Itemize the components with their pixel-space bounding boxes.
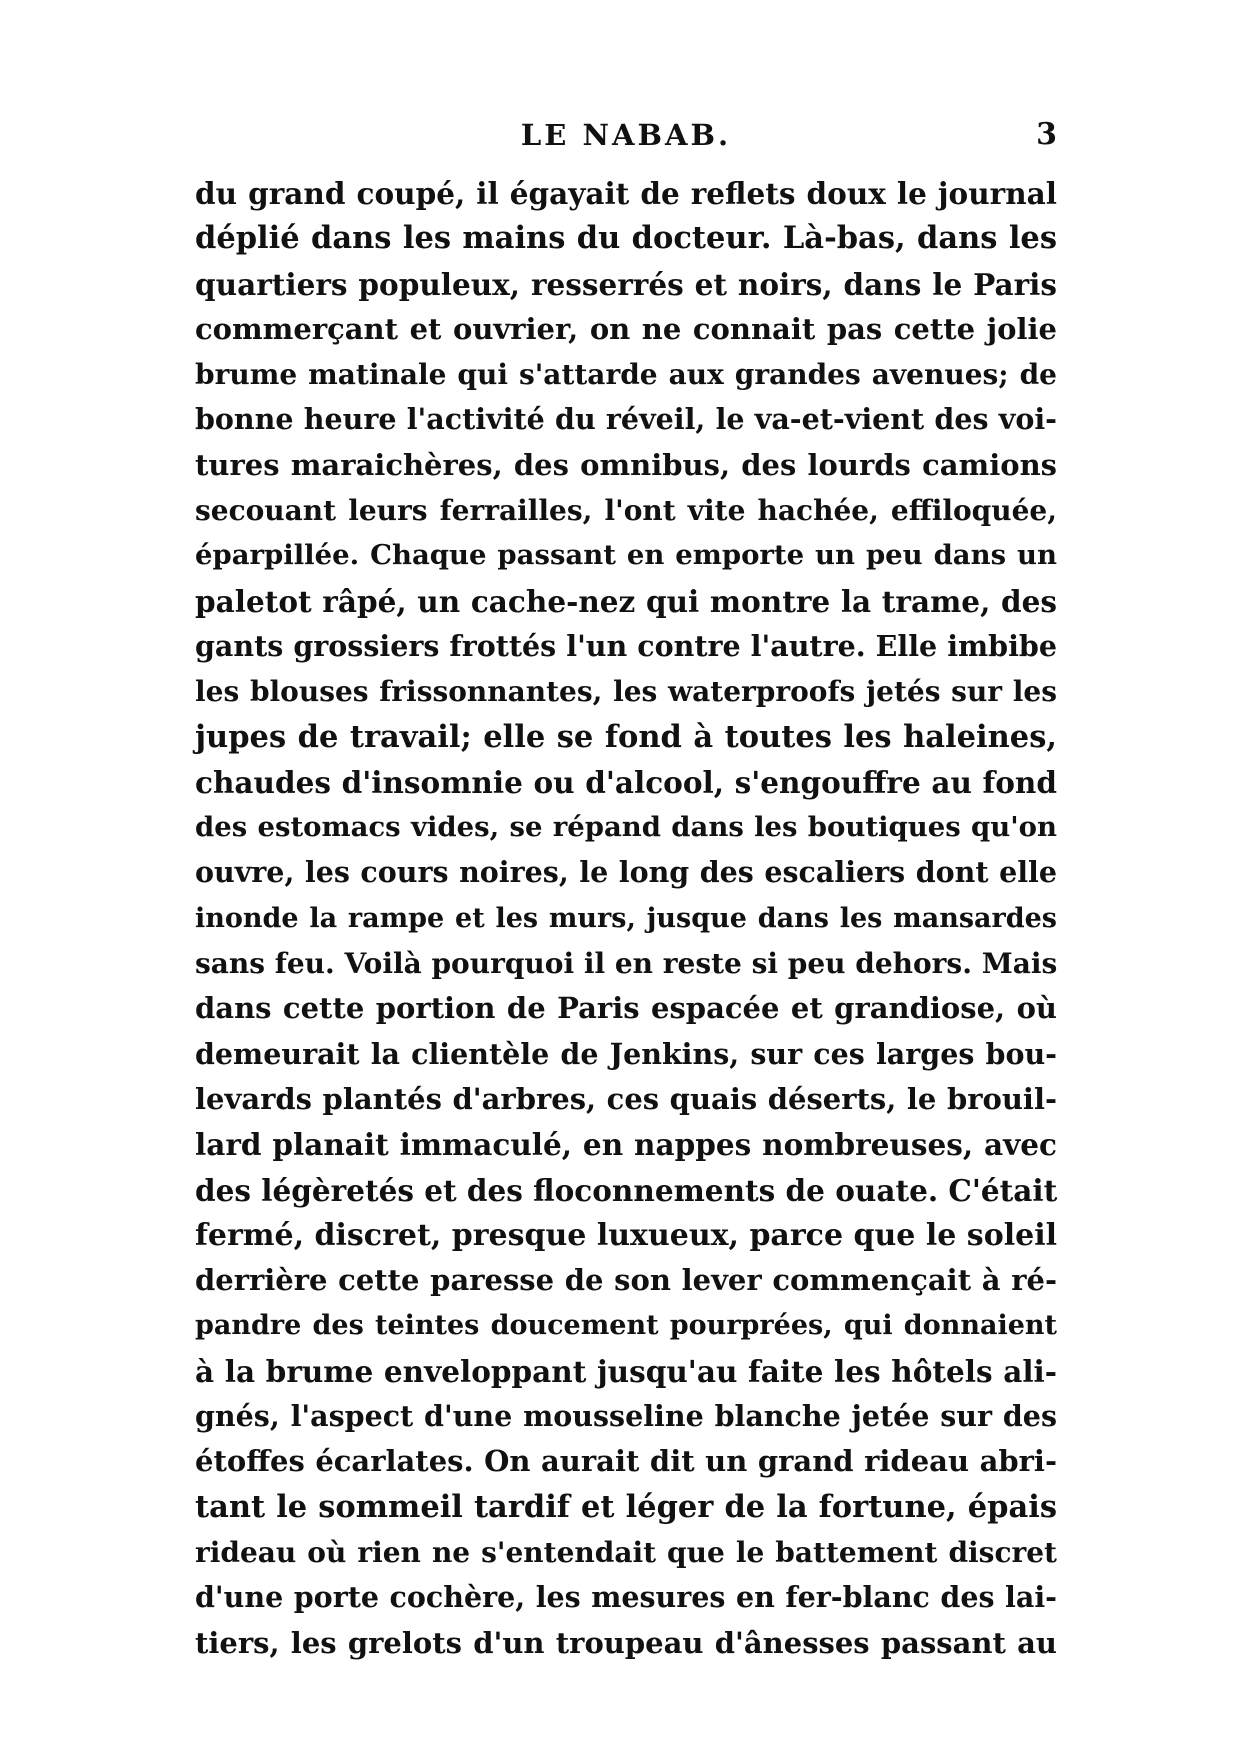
text-line: secouant leurs ferrailles, l'ont vite hachée, effiloquée, xyxy=(195,494,1057,528)
text-line: les blouses frissonnantes, les waterproofs jetés sur les xyxy=(195,675,1057,709)
text-line: paletot râpé, un cache-nez qui montre la trame, des xyxy=(195,583,1057,619)
text-line: à la brume enveloppant jusqu'au faite les hôtels ali- xyxy=(195,1353,1057,1389)
text-line: du grand coupé, il égayait de reflets doux le journal xyxy=(195,176,1057,211)
text-line: commerçant et ouvrier, on ne connait pas cette jolie xyxy=(195,311,1057,346)
text-line: tiers, les grelots d'un troupeau d'ânesses passant au xyxy=(195,1625,1057,1660)
text-line: étoffes écarlates. On aurait dit un grand rideau abri- xyxy=(195,1444,1057,1479)
text-line: chaudes d'insomnie ou d'alcool, s'engouffre au fond xyxy=(195,764,1057,800)
text-line: lard planait immaculé, en nappes nombreuses, avec xyxy=(195,1127,1057,1163)
text-line: fermé, discret, presque luxueux, parce que le soleil xyxy=(195,1217,1057,1253)
text-line: des légèretés et des floconnements de ouate. C'était xyxy=(195,1172,1058,1208)
text-line: éparpillée. Chaque passant en emporte un peu dans un xyxy=(195,539,1057,572)
text-line: inonde la rampe et les murs, jusque dans les mansardes xyxy=(195,902,1057,934)
page-number: 3 xyxy=(1036,117,1057,152)
text-line: gants grossiers frottés l'un contre l'autre. Elle imbibe xyxy=(195,628,1057,663)
running-head xyxy=(195,115,1057,155)
text-line: levards plantés d'arbres, ces quais déserts, le brouil- xyxy=(195,1081,1057,1116)
text-line: jupes de travail; elle se fond à toutes les haleines, xyxy=(195,718,1057,755)
text-line: tures maraichères, des omnibus, des lourds camions xyxy=(195,447,1057,482)
text-line: des estomacs vides, se répand dans les boutiques qu'on xyxy=(195,811,1057,844)
text-line: rideau où rien ne s'entendait que le battement discret xyxy=(195,1535,1057,1569)
text-line: gnés, l'aspect d'une mousseline blanche jetée sur des xyxy=(195,1399,1057,1434)
text-line: demeurait la clientèle de Jenkins, sur ces larges bou- xyxy=(195,1036,1057,1071)
body-text xyxy=(195,171,1057,1666)
running-title: LE NABAB. xyxy=(520,118,732,152)
text-line: d'une porte cochère, les mesures en fer-blanc des lai- xyxy=(195,1580,1057,1615)
text-line: tant le sommeil tardif et léger de la fortune, épais xyxy=(195,1488,1057,1525)
text-line: derrière cette paresse de son lever commençait à ré- xyxy=(195,1263,1057,1298)
text-line: sans feu. Voilà pourquoi il en reste si peu dehors. Mais xyxy=(195,947,1058,981)
text-line: quartiers populeux, resserrés et noirs, dans le Paris xyxy=(195,266,1057,302)
text-line: dans cette portion de Paris espacée et grandiose, où xyxy=(195,991,1057,1026)
text-line: déplié dans les mains du docteur. Là-bas, dans les xyxy=(195,220,1057,257)
text-line: brume matinale qui s'attarde aux grandes avenues; de xyxy=(195,358,1057,392)
text-line: pandre des teintes doucement pourprées, qui donnaient xyxy=(195,1310,1057,1342)
text-line: bonne heure l'activité du réveil, le va-et-vient des voi- xyxy=(195,402,1057,437)
text-line: ouvre, les cours noires, le long des escaliers dont elle xyxy=(195,855,1057,890)
